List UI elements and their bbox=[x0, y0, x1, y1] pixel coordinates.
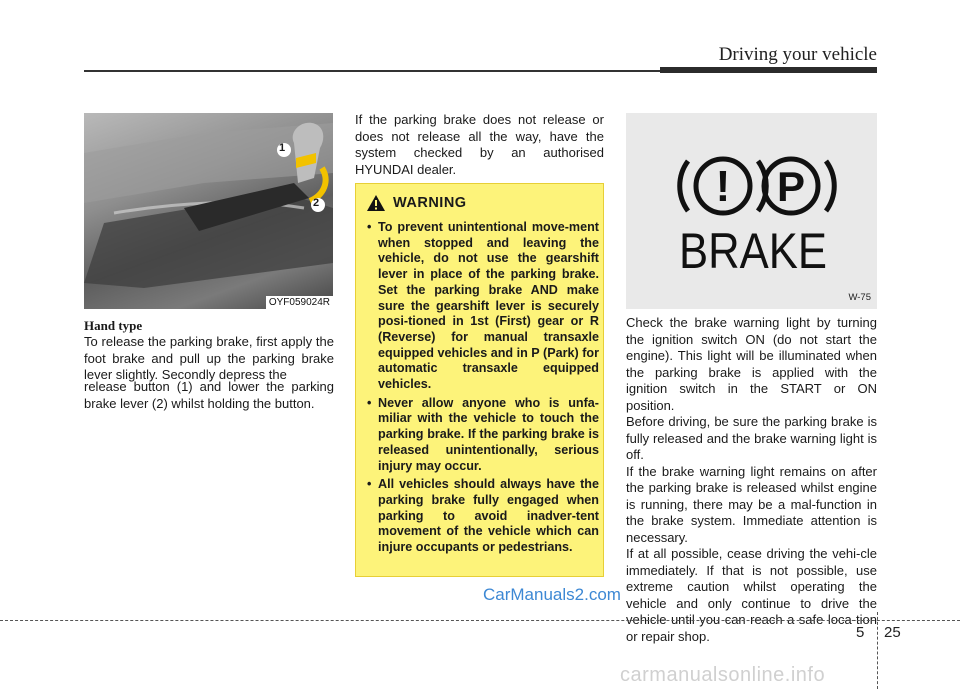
parking-symbol: P bbox=[776, 163, 806, 210]
header-rule-accent bbox=[660, 67, 877, 73]
header-rule bbox=[84, 70, 660, 72]
watermark: CarManuals2.com bbox=[483, 585, 621, 604]
page-number: 25 bbox=[884, 624, 901, 641]
warning-item: • Never allow anyone who is unfa-miliar with the vehicle to touch the parking brake. If the parking brake is released unintentionally, serious injury may occur. bbox=[363, 396, 599, 475]
brake-warning-light-panel bbox=[626, 113, 877, 309]
exclamation-symbol: ! bbox=[715, 162, 731, 211]
warning-light-text bbox=[626, 315, 877, 645]
warning-light-paragraph: Check the brake warning light by turning the ignition switch ON (do not start the engine). This light will be illuminated when the parking brake is applied with the ignition switch in the START or ON position. bbox=[626, 315, 877, 413]
hand-type-paragraph-2: release button (1) and lower the parking brake lever (2) whilst holding the button. bbox=[84, 379, 334, 411]
parking-brake-photo bbox=[84, 113, 333, 309]
warning-box bbox=[355, 183, 604, 577]
hand-type-heading: Hand type bbox=[84, 318, 143, 333]
warning-light-paragraph: If the brake warning light remains on after the parking brake is released whilst engine is running, there may be a mal-function in the brake system. Immediate attention is necessary. bbox=[626, 463, 877, 545]
site-watermark: carmanualsonline.info bbox=[620, 664, 826, 686]
footer-divider bbox=[877, 612, 878, 689]
warning-light-paragraph: If at all possible, cease driving the vehi-cle immediately. If that is not possible, use extreme caution whilst operating the vehicle and only continue to drive the vehicle until you can reach a safe loca-tion or repair shop. bbox=[626, 546, 877, 644]
release-paragraph: If the parking brake does not release or does not release all the way, have the system checked by an authorised HYUNDAI dealer. bbox=[355, 112, 604, 177]
warning-list bbox=[363, 220, 599, 559]
warning-triangle-icon bbox=[367, 195, 385, 211]
warning-header bbox=[367, 195, 467, 211]
callout-1: 1 bbox=[279, 142, 286, 154]
photo-code: OYF059024R bbox=[266, 296, 333, 309]
footer-rule bbox=[0, 620, 960, 621]
section-title: Driving your vehicle bbox=[718, 44, 877, 65]
light-code: W-75 bbox=[848, 292, 871, 303]
brake-label: BRAKE bbox=[679, 223, 827, 279]
warning-title: WARNING bbox=[393, 195, 467, 211]
brake-warning-light-icon bbox=[626, 113, 877, 309]
warning-item: • To prevent unintentional move-ment when stopped and leaving the vehicle, do not use the gearshift lever in place of the parking brake. Set the parking brake AND make sure the gearshift lever is securely posi-tioned in 1st (First) gear or R (Reverse) for manual transaxle equipped vehicles and in P (Park) for automatic transaxle equipped vehicles. bbox=[363, 220, 599, 393]
warning-item: • All vehicles should always have the parking brake fully engaged when parking to avoid inadver-tent movement of the vehicle which can injure occupants or pedestrians. bbox=[363, 477, 599, 556]
warning-light-paragraph: Before driving, be sure the parking brake is fully released and the brake warning light is off. bbox=[626, 414, 877, 462]
section-number: 5 bbox=[856, 624, 865, 641]
hand-type-paragraph-1: To release the parking brake, first apply the foot brake and pull up the parking brake lever slightly. Secondly depress the bbox=[84, 334, 334, 382]
parking-brake-illustration bbox=[84, 113, 333, 309]
callout-2: 2 bbox=[313, 197, 320, 209]
